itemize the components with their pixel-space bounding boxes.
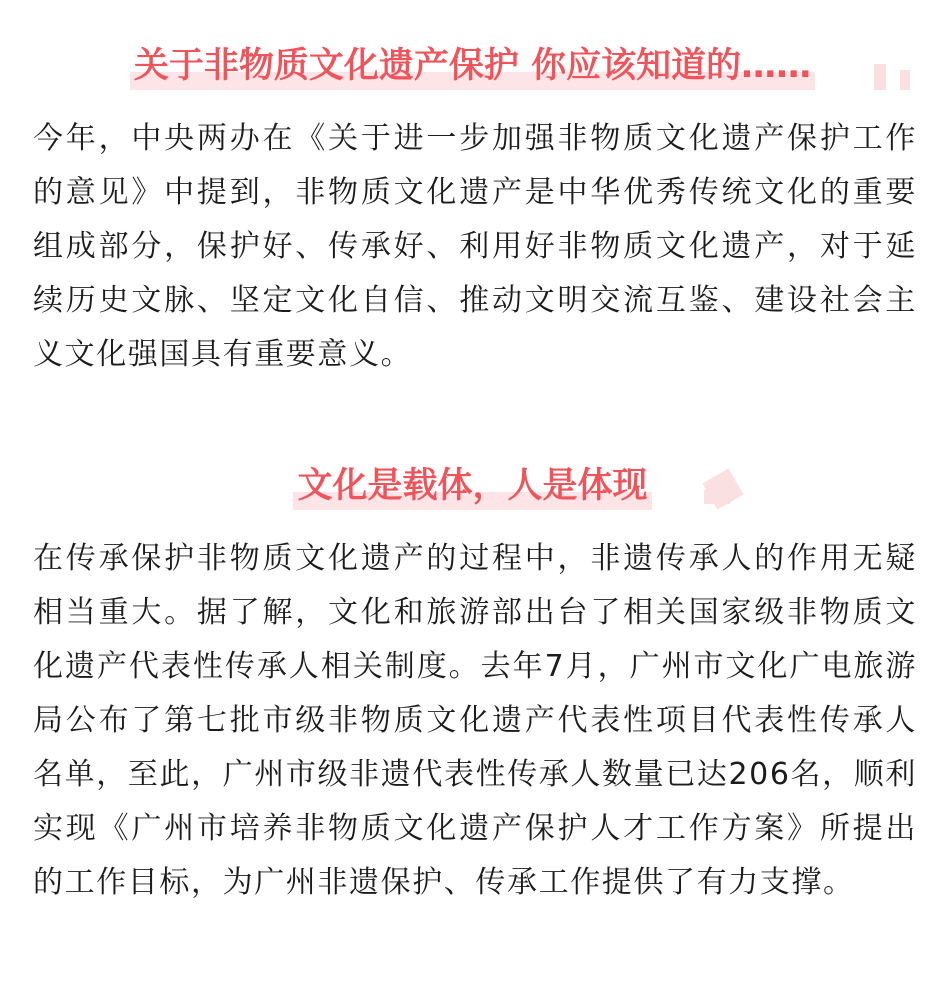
decorative-mark [704, 490, 730, 504]
article-title: 关于非物质文化遗产保护 你应该知道的…… [130, 40, 815, 92]
title-block [0, 40, 945, 92]
decorative-mark [874, 64, 886, 90]
section-heading: 文化是载体，人是体现 [293, 460, 651, 512]
section-heading-block [0, 460, 945, 512]
section-paragraph: 在传承保护非物质文化遗产的过程中，非遗传承人的作用无疑相当重大。据了解，文化和旅游部出台了相关国家级非物质文化遗产代表性传承人相关制度。去年7月，广州市文化广电旅游局公布了第七批市级非物质文化遗产代表性项目代表性传承人名单，至此，广州市级非遗代表性传承人数量已达206名，顺利实现《广州市培养非物质文化遗产保护人才工作方案》所提出的工作目标，为广州非遗保护、传承工作提供了有力支撑。 [33, 541, 917, 900]
intro-paragraph: 今年，中央两办在《关于进一步加强非物质文化遗产保护工作的意见》中提到，非物质文化遗产是中华优秀传统文化的重要组成部分，保护好、传承好、利用好非物质文化遗产，对于延续历史文脉、坚定文化自信、推动文明交流互鉴、建设社会主义文化强国具有重要意义。 [33, 121, 917, 372]
decorative-mark [900, 70, 910, 90]
